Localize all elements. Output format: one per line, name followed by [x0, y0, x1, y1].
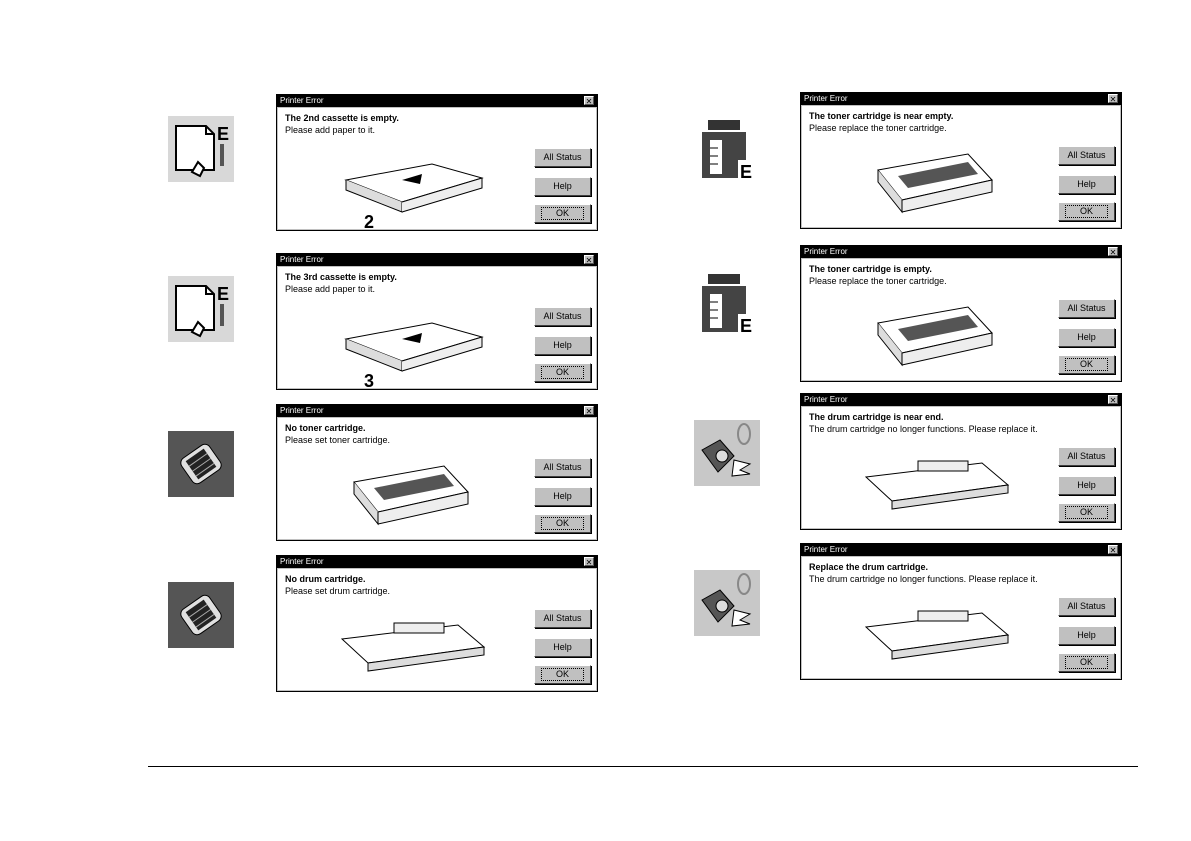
message-title: The 3rd cassette is empty.: [285, 272, 397, 282]
close-button[interactable]: ✕: [585, 558, 593, 567]
help-button[interactable]: Help: [1058, 328, 1115, 347]
toner-bottle-icon: [694, 270, 760, 336]
ok-button[interactable]: OK: [1058, 503, 1115, 522]
all-status-button[interactable]: All Status: [1058, 299, 1115, 318]
no-cartridge-icon: [168, 431, 234, 497]
help-button[interactable]: Help: [1058, 476, 1115, 495]
printer-error-dialog: [276, 555, 598, 692]
help-button[interactable]: Help: [534, 177, 591, 196]
printer-error-dialog: [800, 543, 1122, 680]
no-cartridge-icon: [168, 582, 234, 648]
close-button[interactable]: ✕: [1109, 95, 1117, 104]
all-status-button[interactable]: All Status: [534, 148, 591, 167]
help-button[interactable]: Help: [1058, 175, 1115, 194]
message-title: The toner cartridge is near empty.: [809, 111, 954, 121]
help-button[interactable]: Help: [534, 487, 591, 506]
printer-error-dialog: [276, 253, 598, 390]
cassette-illustration: [342, 150, 492, 235]
drum-wing-icon: [694, 570, 760, 636]
help-button[interactable]: Help: [1058, 626, 1115, 645]
drum-cartridge-illustration: [862, 455, 1012, 520]
all-status-button[interactable]: All Status: [1058, 447, 1115, 466]
dialog-title: Printer Error: [801, 93, 1121, 105]
dialog-title: Printer Error: [801, 544, 1121, 556]
close-button[interactable]: ✕: [1109, 248, 1117, 257]
drum-cartridge-illustration: [338, 617, 488, 682]
close-button[interactable]: ✕: [1109, 396, 1117, 405]
ok-button[interactable]: OK: [534, 204, 591, 223]
cassette-number: 2: [364, 212, 375, 230]
message-title: No drum cartridge.: [285, 574, 366, 584]
message-title: The drum cartridge is near end.: [809, 412, 944, 422]
message-detail: Please add paper to it.: [285, 284, 376, 294]
svg-text:E: E: [217, 124, 230, 144]
svg-text:E: E: [740, 316, 753, 336]
printer-error-dialog: [276, 404, 598, 541]
message-detail: Please set drum cartridge.: [285, 586, 391, 596]
message-title: Replace the drum cartridge.: [809, 562, 929, 572]
all-status-button[interactable]: All Status: [1058, 597, 1115, 616]
ok-button[interactable]: OK: [534, 363, 591, 382]
dialog-title: Printer Error: [277, 95, 597, 107]
cassette-number: 3: [364, 371, 375, 389]
printer-error-dialog: [800, 393, 1122, 530]
message-detail: Please add paper to it.: [285, 125, 376, 135]
drum-wing-icon: [694, 420, 760, 486]
cassette-illustration: [342, 309, 492, 394]
message-detail: The drum cartridge no longer functions. Please replace it.: [809, 424, 1038, 434]
all-status-button[interactable]: All Status: [1058, 146, 1115, 165]
toner-cartridge-illustration: [344, 462, 474, 537]
toner-bottle-icon: [694, 116, 760, 182]
dialog-title: Printer Error: [801, 246, 1121, 258]
ok-button[interactable]: OK: [534, 514, 591, 533]
toner-cartridge-illustration: [868, 150, 998, 225]
drum-cartridge-illustration: [862, 605, 1012, 670]
message-detail: The drum cartridge no longer functions. Please replace it.: [809, 574, 1038, 584]
svg-text:E: E: [740, 162, 753, 182]
ok-button[interactable]: OK: [1058, 653, 1115, 672]
dialog-title: Printer Error: [277, 556, 597, 568]
footer-rule: [148, 766, 1138, 767]
printer-error-dialog: [276, 94, 598, 231]
all-status-button[interactable]: All Status: [534, 458, 591, 477]
paper-empty-icon: [168, 116, 234, 182]
ok-button[interactable]: OK: [1058, 355, 1115, 374]
svg-text:E: E: [217, 284, 230, 304]
message-detail: Please set toner cartridge.: [285, 435, 391, 445]
dialog-title: Printer Error: [277, 405, 597, 417]
close-button[interactable]: ✕: [585, 407, 593, 416]
dialog-title: Printer Error: [801, 394, 1121, 406]
message-detail: Please replace the toner cartridge.: [809, 123, 947, 133]
toner-cartridge-illustration: [868, 303, 998, 378]
printer-error-dialog: [800, 245, 1122, 382]
close-button[interactable]: ✕: [585, 97, 593, 106]
message-title: No toner cartridge.: [285, 423, 366, 433]
close-button[interactable]: ✕: [585, 256, 593, 265]
message-title: The toner cartridge is empty.: [809, 264, 932, 274]
help-button[interactable]: Help: [534, 638, 591, 657]
paper-empty-icon: [168, 276, 234, 342]
ok-button[interactable]: OK: [534, 665, 591, 684]
message-title: The 2nd cassette is empty.: [285, 113, 399, 123]
all-status-button[interactable]: All Status: [534, 307, 591, 326]
help-button[interactable]: Help: [534, 336, 591, 355]
close-button[interactable]: ✕: [1109, 546, 1117, 555]
all-status-button[interactable]: All Status: [534, 609, 591, 628]
printer-error-dialog: [800, 92, 1122, 229]
dialog-title: Printer Error: [277, 254, 597, 266]
ok-button[interactable]: OK: [1058, 202, 1115, 221]
message-detail: Please replace the toner cartridge.: [809, 276, 947, 286]
